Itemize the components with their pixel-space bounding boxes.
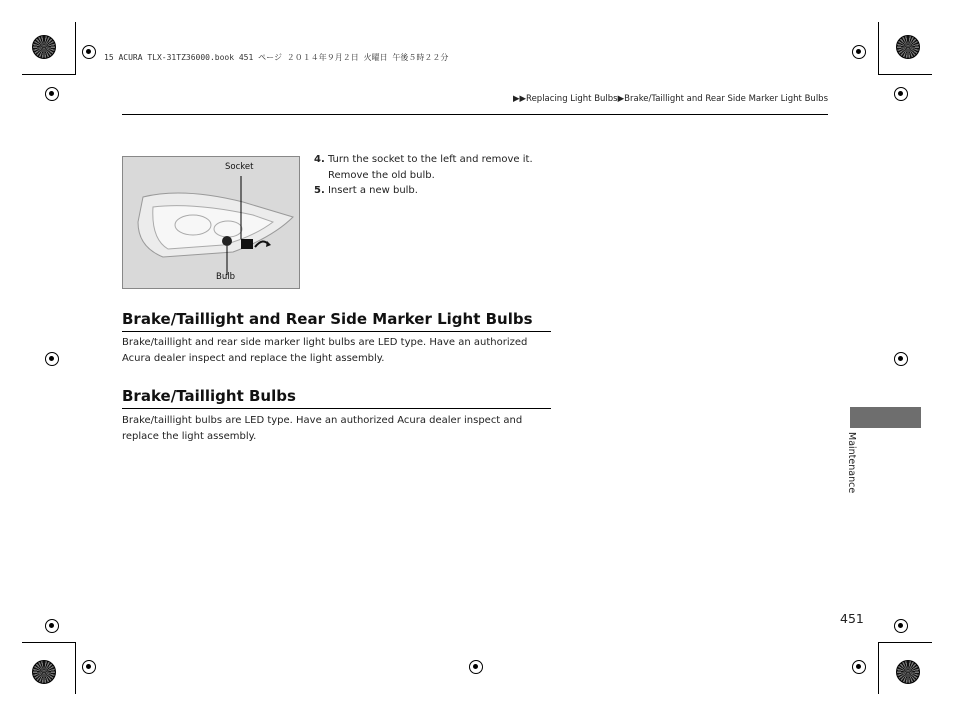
- registration-target-icon: [894, 352, 908, 366]
- breadcrumb-item[interactable]: Brake/Taillight and Rear Side Marker Light Bulbs: [624, 94, 828, 104]
- color-wheel-bottom-left: [32, 660, 56, 684]
- registration-target-icon: [45, 352, 59, 366]
- taillight-illustration: [123, 157, 299, 288]
- step-number: 4.: [314, 154, 325, 165]
- registration-target-icon: [894, 619, 908, 633]
- registration-target-icon: [852, 45, 866, 59]
- print-header: 15 ACURA TLX-31TZ36000.book 451 ページ ２０１４年９月２日 火曜日 午後５時２２分: [104, 53, 449, 62]
- step-item: [314, 183, 554, 199]
- section-title: Brake/Taillight Bulbs: [122, 387, 296, 405]
- crop-line: [22, 642, 76, 643]
- registration-target-icon: [894, 87, 908, 101]
- crop-line: [878, 642, 932, 643]
- section-body: Brake/taillight and rear side marker light bulbs are LED type. Have an authorized Acura dealer inspect and replace the light assembly.: [122, 337, 528, 364]
- socket-label: Socket: [225, 162, 254, 172]
- section-body: Brake/taillight bulbs are LED type. Have an authorized Acura dealer inspect and replace the light assembly.: [122, 415, 523, 442]
- chapter-tab[interactable]: [850, 407, 921, 428]
- breadcrumb-item[interactable]: Replacing Light Bulbs: [526, 94, 618, 104]
- breadcrumb-separator-icon: ▶: [617, 94, 625, 104]
- step-number: 5.: [314, 185, 325, 196]
- registration-target-icon: [469, 660, 483, 674]
- header-divider: [122, 114, 828, 115]
- section-title: Brake/Taillight and Rear Side Marker Light Bulbs: [122, 310, 533, 328]
- color-wheel-top-left: [32, 35, 56, 59]
- color-wheel-bottom-right: [896, 660, 920, 684]
- taillight-figure: [122, 156, 300, 289]
- step-text: Turn the socket to the left and remove it.: [327, 154, 533, 165]
- section-divider: [122, 408, 551, 409]
- crop-line: [878, 22, 879, 74]
- breadcrumb-arrows-icon: ▶▶: [512, 94, 527, 104]
- registration-target-icon: [82, 45, 96, 59]
- registration-target-icon: [45, 87, 59, 101]
- step-item: [314, 152, 554, 168]
- registration-target-icon: [82, 660, 96, 674]
- crop-line: [878, 74, 932, 75]
- page-number: 451: [840, 611, 864, 626]
- crop-line: [75, 642, 76, 694]
- crop-line: [878, 642, 879, 694]
- crop-line: [75, 22, 76, 74]
- color-wheel-top-right: [896, 35, 920, 59]
- step-text-continued: Remove the old bulb.: [328, 169, 435, 181]
- registration-target-icon: [852, 660, 866, 674]
- section-divider: [122, 331, 551, 332]
- step-text: Insert a new bulb.: [327, 185, 418, 196]
- registration-target-icon: [45, 619, 59, 633]
- chapter-tab-label: Maintenance: [846, 432, 857, 494]
- bulb-label: Bulb: [216, 272, 235, 282]
- instruction-steps: [314, 152, 554, 199]
- breadcrumb: [513, 94, 828, 104]
- crop-line: [22, 74, 76, 75]
